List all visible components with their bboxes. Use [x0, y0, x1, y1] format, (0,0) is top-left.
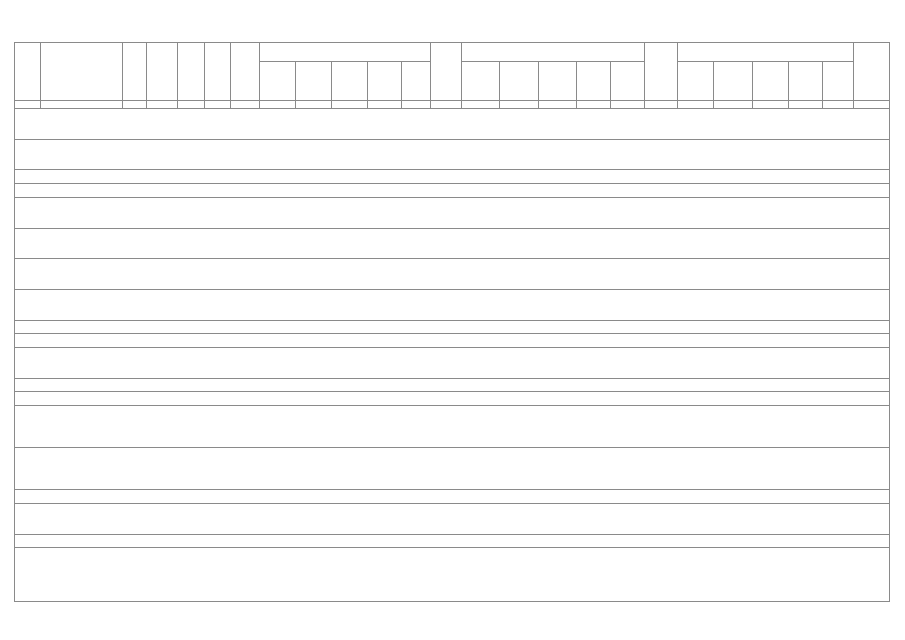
table-row — [15, 109, 890, 140]
col-sub-header — [260, 62, 296, 101]
table-row — [15, 139, 890, 170]
col-sub-header — [500, 62, 538, 101]
column-number — [332, 101, 368, 109]
table-row — [15, 320, 890, 334]
col-sub-header — [678, 62, 714, 101]
table-row — [15, 289, 890, 320]
table-row — [15, 378, 890, 392]
column-number — [577, 101, 611, 109]
column-number — [822, 101, 853, 109]
program-table — [14, 42, 890, 602]
column-number — [368, 101, 402, 109]
table-row — [15, 534, 890, 548]
table-row — [15, 334, 890, 348]
table-row — [15, 348, 890, 379]
table-row — [15, 259, 890, 290]
column-number — [611, 101, 645, 109]
column-number — [123, 101, 147, 109]
table-row — [15, 184, 890, 198]
col-sources-2020 — [462, 43, 645, 62]
table-row-total — [15, 548, 890, 602]
column-number — [500, 101, 538, 109]
col-capacity — [147, 43, 178, 101]
column-number — [752, 101, 788, 109]
column-number — [260, 101, 296, 109]
column-number — [296, 101, 332, 109]
column-number-row — [15, 101, 890, 109]
col-sub-header — [401, 62, 430, 101]
col-total-2021 — [644, 43, 678, 101]
column-number — [41, 101, 123, 109]
col-sub-header — [714, 62, 752, 101]
col-sub-header — [788, 62, 822, 101]
column-number — [147, 101, 178, 109]
col-sub-header — [296, 62, 332, 101]
table-row — [15, 197, 890, 228]
col-sources-2019 — [260, 43, 431, 62]
total-label — [15, 548, 890, 602]
col-stage — [178, 43, 204, 101]
col-total-2019 — [231, 43, 260, 101]
column-number — [204, 101, 230, 109]
col-name — [41, 43, 123, 101]
column-number — [678, 101, 714, 109]
column-number — [401, 101, 430, 109]
column-number — [538, 101, 576, 109]
column-number — [788, 101, 822, 109]
col-sub-header — [332, 62, 368, 101]
col-sub-header — [611, 62, 645, 101]
table-row — [15, 228, 890, 259]
col-sub-header — [822, 62, 853, 101]
col-sources-2021 — [678, 43, 853, 62]
col-date — [853, 43, 889, 101]
column-number — [853, 101, 889, 109]
col-sub-header — [462, 62, 500, 101]
col-no — [15, 43, 41, 101]
col-sub-header — [577, 62, 611, 101]
table-row — [15, 406, 890, 448]
column-number — [644, 101, 678, 109]
column-number — [231, 101, 260, 109]
column-number — [462, 101, 500, 109]
col-sub-header — [752, 62, 788, 101]
table-row — [15, 170, 890, 184]
col-total-2020 — [430, 43, 461, 101]
column-number — [430, 101, 461, 109]
col-cost — [204, 43, 230, 101]
header-row-top — [15, 43, 890, 62]
column-number — [714, 101, 752, 109]
col-sub-header — [538, 62, 576, 101]
col-sub-header — [368, 62, 402, 101]
column-number — [178, 101, 204, 109]
table-row — [15, 503, 890, 534]
table-row — [15, 490, 890, 504]
table-row — [15, 392, 890, 406]
table-row — [15, 448, 890, 490]
column-number — [15, 101, 41, 109]
col-kind — [123, 43, 147, 101]
